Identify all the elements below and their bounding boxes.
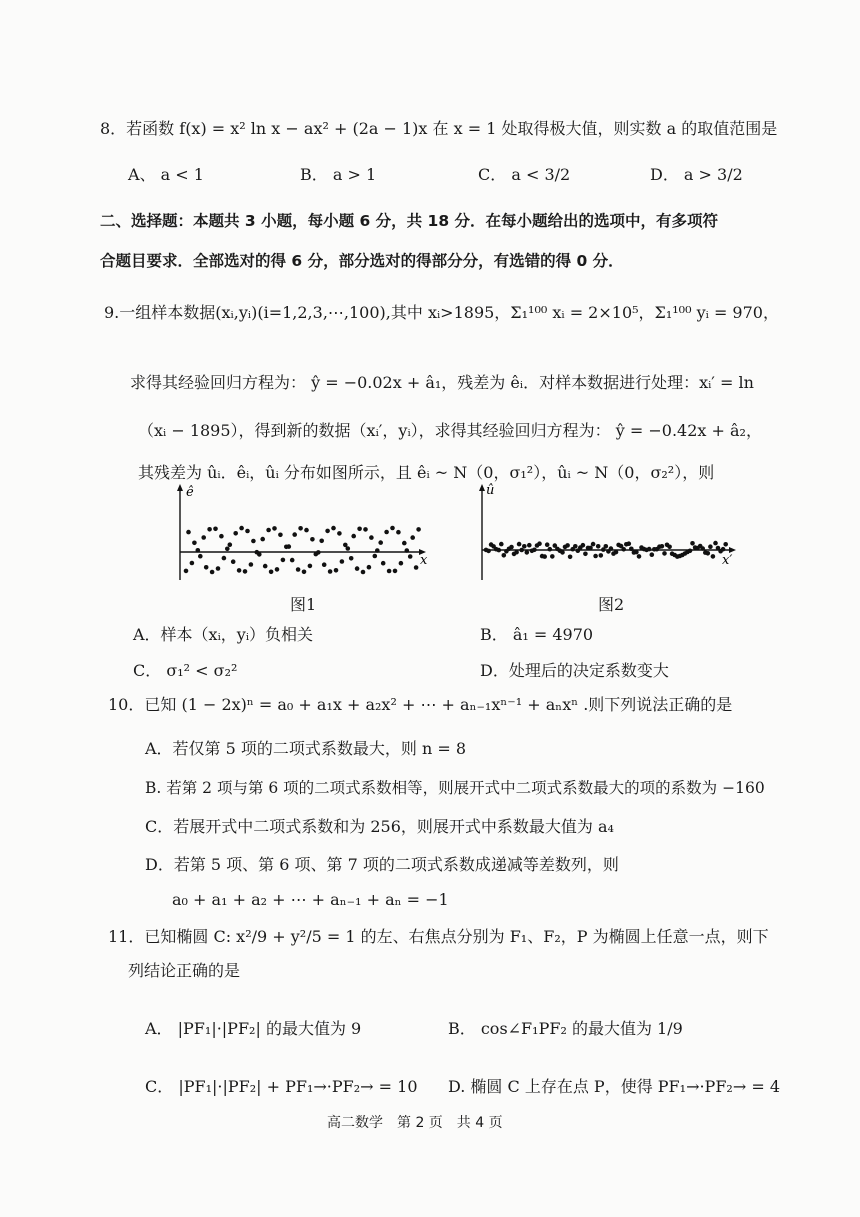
fig2-point [690,541,695,546]
fig1-point [351,534,356,539]
fig1-point [402,541,407,546]
fig1-point [245,529,250,534]
fig1-point [231,559,236,564]
fig1-point [384,530,389,535]
fig2-point [614,550,619,555]
fig2-point [568,555,573,560]
fig1-point [201,535,206,540]
fig2-point [514,550,519,555]
fig2-point [509,545,514,550]
q10-stem: 10．已知 (1 − 2x)ⁿ = a₀ + a₁x + a₂x² + ⋯ + aₙ₋₁xⁿ⁻¹ + aₙxⁿ .则下列说法正确的是 [108,695,733,714]
fig1-point [216,566,221,571]
fig1-point [287,544,292,549]
fig1-point [304,528,309,533]
fig1-point [346,546,351,551]
q10-option-d: D．若第 5 项、第 6 项、第 7 项的二项式系数成递减等差数列，则 [145,855,619,874]
fig2-point [550,554,555,559]
fig2-point [499,542,504,547]
q10-option-b: B. 若第 2 项与第 6 项的二项式系数相等，则展开式中二项式系数最大的项的系数为 −160 [145,779,765,797]
fig2-point [596,544,601,549]
fig1-point [298,526,303,531]
q9-option-c: C． σ₁² < σ₂² [133,661,238,680]
fig1-point [239,526,244,531]
fig1-point [196,548,201,553]
fig2-point [588,546,593,551]
fig2-caption: 图2 [598,595,625,614]
fig1-point [204,565,209,570]
fig2-point [502,553,507,558]
fig2-point [713,541,718,546]
q11-option-b: B． cos∠F₁PF₂ 的最大值为 1/9 [448,1019,683,1038]
fig1-point [310,537,315,542]
page-footer: 高二数学 第 2 页 共 4 页 [327,1115,503,1131]
residual-plot-2 [470,480,750,590]
fig1-point [334,568,339,573]
fig2-point [634,550,639,555]
fig2-point [637,554,642,559]
fig2-point [548,547,553,552]
fig1-point [393,569,398,574]
fig1-point [357,527,362,532]
fig1-point [190,561,195,566]
q9-line3: （xᵢ − 1895），得到新的数据（xᵢ′，yᵢ），求得其经验回归方程为： ŷ = −0.42x + â₂， [138,421,762,440]
fig2-point [599,553,604,558]
fig1-point [414,565,419,570]
fig1-point [292,532,297,537]
fig2-point [647,547,652,552]
fig1-point [316,550,321,555]
fig1-point [302,570,307,575]
fig1-point [322,562,327,567]
fig2-point [583,552,588,557]
fig1-point [192,541,197,546]
fig2-point [660,544,665,549]
fig2-point [591,542,596,547]
residual-plot-1 [168,480,438,590]
fig1-point [349,556,354,561]
fig2-point [497,548,502,553]
q9-line1: 9.一组样本数据(xᵢ,yᵢ)(i=1,2,3,⋯,100),其中 xᵢ>1895，Σ₁¹⁰⁰ xᵢ = 2×10⁵，Σ₁¹⁰⁰ yᵢ = 970， [104,303,779,322]
q11-option-c: C． |PF₁|·|PF₂| + PF₁→·PF₂→ = 10 [145,1077,418,1096]
fig2-point [627,541,632,546]
fig1-point [233,531,238,536]
fig1-point [281,558,286,563]
fig1-point [405,548,410,553]
q9-option-a: A．样本（xᵢ，yᵢ）负相关 [133,625,314,644]
q8-option-c: C． a < 3/2 [478,165,571,184]
fig1-point [275,567,280,572]
fig1-point [367,565,372,570]
fig2-point [621,547,626,552]
q11-stem-cont: 列结论正确的是 [128,961,241,980]
fig2-point [525,550,530,555]
fig1-point [319,539,324,544]
fig1-point [257,552,262,557]
fig1-point [213,527,218,532]
fig1-point [269,570,274,575]
fig2-point [532,548,537,553]
q8-option-b: B． a > 1 [300,165,377,184]
fig1-point [249,562,254,567]
fig1-point [387,569,392,574]
fig1-point [373,554,378,559]
fig2-point [517,542,522,547]
fig1-point [375,548,380,553]
fig2-x-label: x′ [722,553,733,568]
q10-option-c: C．若展开式中二项式系数和为 256，则展开式中系数最大值为 a₄ [145,817,614,836]
fig1-point [416,527,421,532]
q9-option-d: D．处理后的决定系数变大 [480,661,669,680]
fig2-point [486,549,491,554]
fig2-point [706,551,711,556]
fig2-y-label: û [486,483,495,498]
fig1-residual-points [184,526,421,575]
fig2-point [527,543,532,548]
fig1-point [263,564,268,569]
fig2-point [519,548,524,553]
fig2-point [667,545,672,550]
section2-heading: 二、选择题：本题共 3 小题，每小题 6 分，共 18 分．在每小题给出的选项中，有多项符 [100,212,719,230]
q11-option-d: D. 椭圆 C 上存在点 P，使得 PF₁→·PF₂→ = 4 [448,1077,781,1096]
fig2-point [581,543,586,548]
fig1-point [260,537,265,542]
fig1-point [272,526,277,531]
q10-option-a: A．若仅第 5 项的二项式系数最大，则 n = 8 [145,739,467,758]
q8-option-d: D． a > 3/2 [650,165,743,184]
fig1-point [296,567,301,572]
fig1-point [328,569,333,574]
fig2-point [593,554,598,559]
fig1-point [198,554,203,559]
fig2-point [537,541,542,546]
fig1-point [308,564,313,569]
q9-line4: 其残差为 ûᵢ．êᵢ，ûᵢ 分布如图所示，且 êᵢ ~ N（0，σ₁²），ûᵢ ~ N（0，σ₂²），则 [138,463,715,482]
fig1-point [278,533,283,538]
fig1-point [361,570,366,575]
fig1-point [381,561,386,566]
fig2-point [560,550,565,555]
q10-option-d-equation: a₀ + a₁ + a₂ + ⋯ + aₙ₋₁ + aₙ = −1 [172,890,449,909]
fig2-point [522,544,527,549]
fig2-point [688,549,693,554]
fig1-point [408,554,413,559]
fig1-point [331,526,336,531]
fig1-point [184,569,189,574]
fig1-point [378,540,383,545]
q8-stem: 8．若函数 f(x) = x² ln x − ax² + (2a − 1)x 在 x = 1 处取得极大值，则实数 a 的取值范围是 [100,119,778,138]
fig1-x-label: x [420,553,428,568]
fig1-caption: 图1 [290,595,317,614]
fig1-point [396,530,401,535]
fig2-point [662,551,667,556]
fig2-point [723,542,728,547]
fig1-point [219,534,224,539]
fig1-point [290,558,295,563]
fig1-point [251,539,256,544]
fig2-point [708,544,713,549]
fig2-point [573,544,578,549]
fig1-point [363,527,368,532]
fig1-y-label: ê [186,485,194,500]
fig2-point [721,547,726,552]
fig1-point [186,530,191,535]
fig2-point [700,546,705,551]
fig1-point [337,531,342,536]
fig2-point [604,544,609,549]
fig1-point [340,559,345,564]
fig1-point [355,566,360,571]
q8-option-a: A、 a < 1 [128,165,204,184]
fig1-point [225,547,230,552]
fig1-point [369,535,374,540]
fig2-point [711,554,716,559]
fig1-point [390,526,395,531]
fig1-point [210,570,215,575]
section2-instructions: 合题目要求．全部选对的得 6 分，部分选对的得部分分，有选错的得 0 分． [100,252,624,270]
q9-option-b: B． â₁ = 4970 [480,625,594,644]
fig2-point [542,554,547,559]
fig1-point [237,568,242,573]
fig2-point [650,552,655,557]
fig2-point [545,542,550,547]
fig1-point [222,556,227,561]
fig1-point [266,528,271,533]
fig1-point [228,542,233,547]
fig1-point [410,535,415,540]
fig1-point [243,569,248,574]
fig2-point [565,543,570,548]
fig2-point [609,546,614,551]
fig1-point [207,527,212,532]
fig1-point [325,529,330,534]
q9-line2: 求得其经验回归方程为： ŷ = −0.02x + â₁，残差为 êᵢ．对样本数据进行处理：xᵢ′ = ln [130,373,754,392]
fig1-point [399,561,404,566]
q11-stem: 11．已知椭圆 C: x²/9 + y²/5 = 1 的左、右焦点分别为 F₁、F₂，P 为椭圆上任意一点，则下 [108,927,769,946]
q11-option-a: A． |PF₁|·|PF₂| 的最大值为 9 [145,1019,362,1038]
fig2-point [629,547,634,552]
